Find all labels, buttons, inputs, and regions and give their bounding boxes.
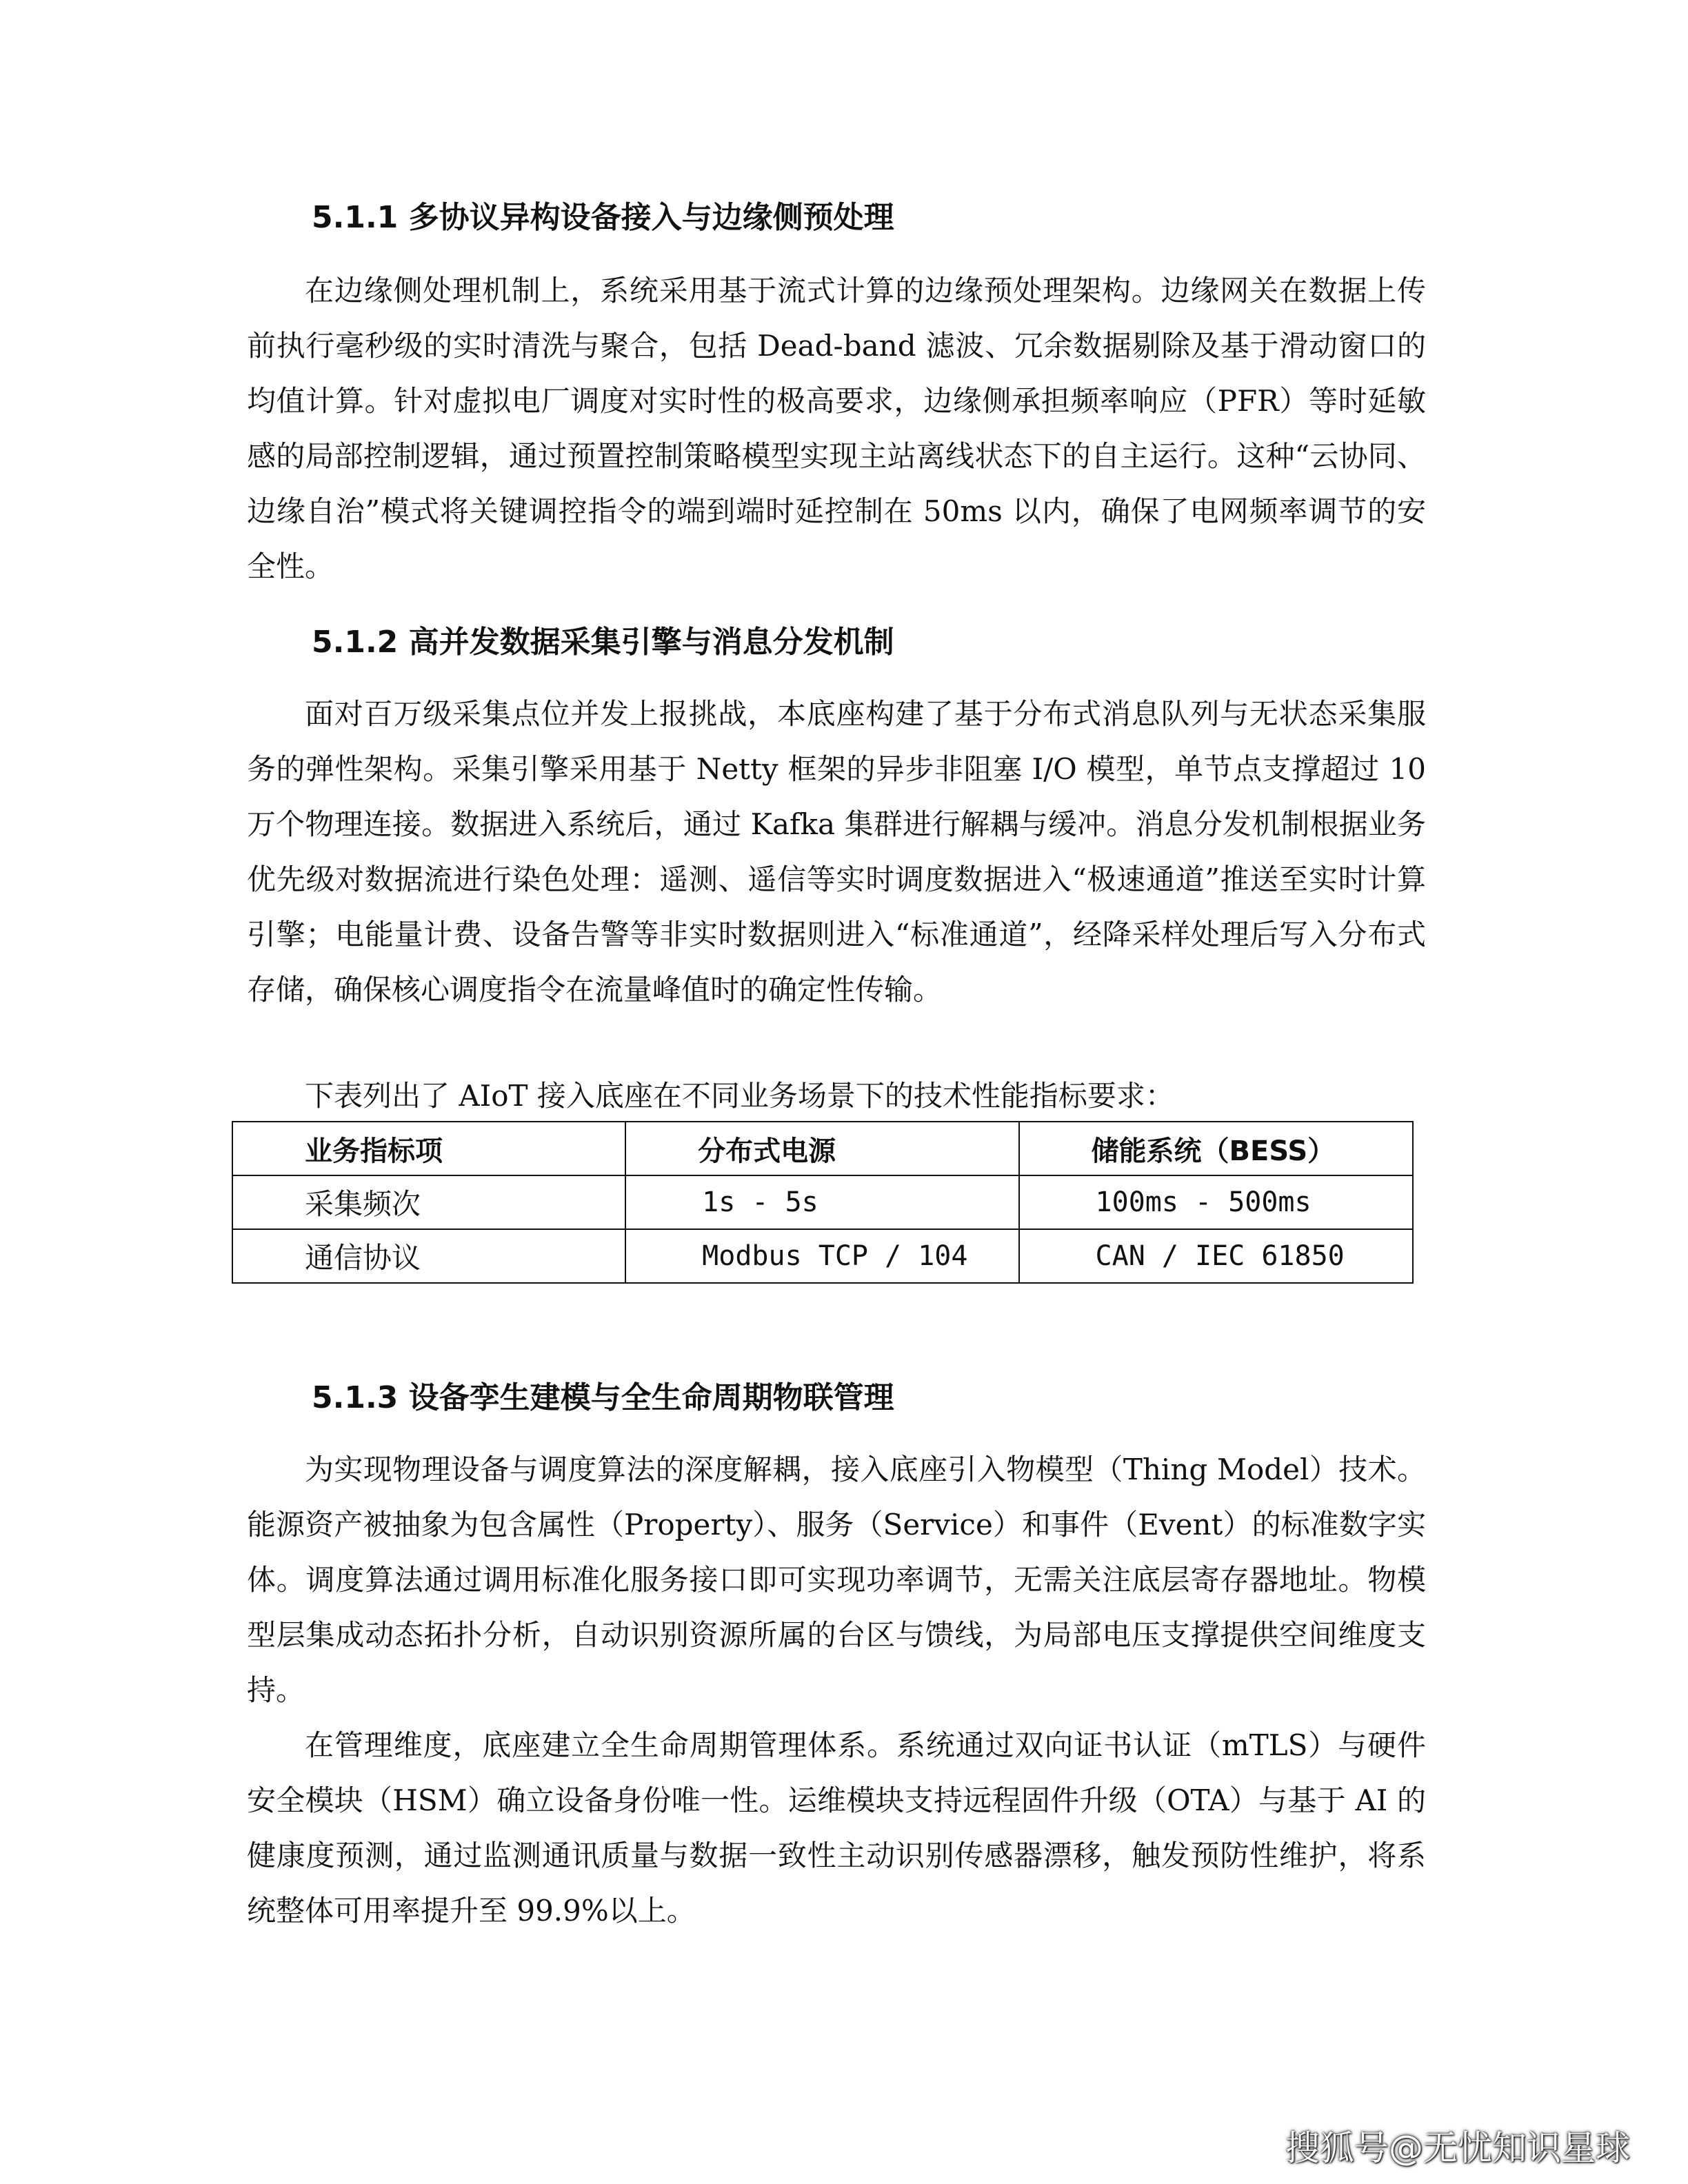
- watermark: 搜狐号@无忧知识星球: [1285, 2128, 1630, 2168]
- section-5-1-2-heading: 5.1.2 高并发数据采集引擎与消息分发机制: [312, 625, 894, 660]
- table-cell: Modbus TCP / 104: [625, 1229, 1018, 1283]
- performance-metrics-table: [232, 1121, 1414, 1284]
- table-header-cell: 分布式电源: [625, 1122, 1018, 1175]
- section-5-1-3-heading: 5.1.3 设备孪生建模与全生命周期物联管理: [312, 1380, 894, 1415]
- table-cell: 通信协议: [232, 1229, 625, 1283]
- table-row: [232, 1175, 1413, 1229]
- table-header-row: [232, 1122, 1413, 1175]
- table-header-cell: 业务指标项: [232, 1122, 625, 1175]
- table-cell: 100ms - 500ms: [1019, 1175, 1413, 1229]
- table-intro: 下表列出了 AIoT 接入底座在不同业务场景下的技术性能指标要求：: [305, 1079, 1174, 1113]
- section-5-1-1-heading: 5.1.1 多协议异构设备接入与边缘侧预处理: [312, 200, 894, 235]
- table-row: [232, 1229, 1413, 1283]
- section-5-1-2-paragraph: 面对百万级采集点位并发上报挑战，本底座构建了基于分布式消息队列与无状态采集服务的弹性架构。采集引擎采用基于 Netty 框架的异步非阻塞 I/O 模型，单节点支撑超过 10 万个物理连接。数据进入系统后，通过 Kafka 集群进行解耦与缓冲。消息分发机制根据业务优先级对数据流进行染色处理：遥测、遥信等实时调度数据进入“极速通道”推送至实时计算引擎；电能量计费、设备告警等非实时数据则进入“标准通道”，经降采样处理后写入分布式存储，确保核心调度指令在流量峰值时的确定性传输。: [247, 697, 1426, 1007]
- section-5-1-3-paragraph-2: 在管理维度，底座建立全生命周期管理体系。系统通过双向证书认证（mTLS）与硬件安全模块（HSM）确立设备身份唯一性。运维模块支持远程固件升级（OTA）与基于 AI 的健康度预测，通过监测通讯质量与数据一致性主动识别传感器漂移，触发预防性维护，将系统整体可用率提升至 99.9%以上。: [247, 1728, 1426, 1928]
- section-5-1-3-paragraph-1: 为实现物理设备与调度算法的深度解耦，接入底座引入物模型（Thing Model）技术。能源资产被抽象为包含属性（Property）、服务（Service）和事件（Event）的标准数字实体。调度算法通过调用标准化服务接口即可实现功率调节，无需关注底层寄存器地址。物模型层集成动态拓扑分析，自动识别资源所属的台区与馈线，为局部电压支撑提供空间维度支持。: [247, 1453, 1426, 1707]
- section-5-1-1-paragraph: 在边缘侧处理机制上，系统采用基于流式计算的边缘预处理架构。边缘网关在数据上传前执行毫秒级的实时清洗与聚合，包括 Dead-band 滤波、冗余数据剔除及基于滑动窗口的均值计算。针对虚拟电厂调度对实时性的极高要求，边缘侧承担频率响应（PFR）等时延敏感的局部控制逻辑，通过预置控制策略模型实现主站离线状态下的自主运行。这种“云协同、边缘自治”模式将关键调控指令的端到端时延控制在 50ms 以内，确保了电网频率调节的安全性。: [247, 274, 1426, 583]
- table-cell: 1s - 5s: [625, 1175, 1018, 1229]
- table-cell: 采集频次: [232, 1175, 625, 1229]
- table-cell: CAN / IEC 61850: [1019, 1229, 1413, 1283]
- table-header-cell: 储能系统（BESS）: [1019, 1122, 1413, 1175]
